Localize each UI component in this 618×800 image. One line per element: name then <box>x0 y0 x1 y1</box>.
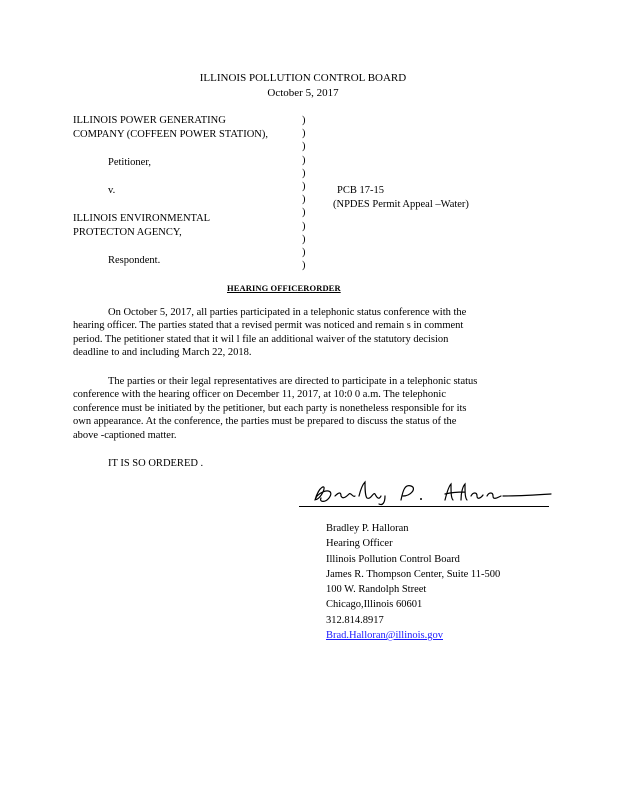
signature-line <box>299 506 549 507</box>
signature-block <box>326 521 500 643</box>
paragraph-line: above -captioned matter. <box>73 429 177 441</box>
respondent-name-line2: PROTECTON AGENCY, <box>73 227 182 238</box>
petitioner-role: Petitioner, <box>108 157 152 168</box>
paragraph-line: deadline to and including March 22, 2018. <box>73 347 252 359</box>
paren-10: ) <box>302 233 306 245</box>
case-number: PCB 17-15 <box>337 185 384 196</box>
case-type: (NPDES Permit Appeal –Water) <box>333 199 469 210</box>
paren-1: ) <box>302 115 306 126</box>
signer-street: 100 W. Randolph Street <box>326 584 427 596</box>
paren-11: ) <box>302 246 306 258</box>
petitioner-name-line1: ILLINOIS POWER GENERATING <box>73 115 226 126</box>
paragraph-line: conference with the hearing officer on December 11, 2017, at 10:0 0 a.m. The telephonic <box>73 389 447 401</box>
paragraph-line: The parties or their legal representatives are directed to participate in a telephonic status <box>108 376 478 387</box>
paragraph-line: own appearance. At the conference, the parties must be prepared to discuss the status of the <box>73 416 457 428</box>
signer-building: James R. Thompson Center, Suite 11-500 <box>326 568 501 580</box>
paragraph-status-conference <box>73 306 533 360</box>
petitioner-name-line2: COMPANY (COFFEEN POWER STATION), <box>73 129 268 140</box>
signer-city: Chicago,Illinois 60601 <box>326 599 423 611</box>
paren-3: ) <box>302 141 306 153</box>
paragraph-line: hearing officer. The parties stated that a revised permit was noticed and remain s in comment <box>73 320 464 332</box>
agency-name: ILLINOIS POLLUTION CONTROL BOARD <box>199 72 407 84</box>
paren-2: ) <box>302 128 306 140</box>
paragraph-line: period. The petitioner stated that it wil l file an additional waiver of the statutory decision <box>73 333 449 345</box>
paren-4: ) <box>302 154 306 166</box>
caption-parentheses <box>302 114 306 272</box>
order-date: October 5, 2017 <box>267 87 339 99</box>
respondent-name-line1: ILLINOIS ENVIRONMENTAL <box>73 213 211 224</box>
signer-phone: 312.814.8917 <box>326 614 384 626</box>
paren-9: ) <box>302 220 306 232</box>
so-ordered: IT IS SO ORDERED . <box>108 458 204 469</box>
signer-title: Hearing Officer <box>326 538 393 550</box>
paragraph-line: conference must be initiated by the petitioner, but each party is nonetheless responsible for its <box>73 402 467 414</box>
respondent-role: Respondent. <box>108 255 161 266</box>
paragraph-line: On October 5, 2017, all parties participated in a telephonic status conference with the <box>108 307 467 318</box>
versus-label: v. <box>108 185 116 196</box>
signer-board: Illinois Pollution Control Board <box>326 553 460 565</box>
handwritten-signature <box>305 478 553 508</box>
signer-name: Bradley P. Halloran <box>326 523 409 534</box>
paren-12: ) <box>302 260 306 272</box>
paren-7: ) <box>302 194 306 206</box>
paragraph-directive <box>73 375 533 442</box>
paren-8: ) <box>302 207 306 219</box>
signer-email-link[interactable]: Brad.Halloran@illinois.gov <box>326 630 443 642</box>
paren-5: ) <box>302 167 306 179</box>
order-title: HEARING OFFICERORDER <box>227 283 341 293</box>
paren-6: ) <box>302 180 306 192</box>
